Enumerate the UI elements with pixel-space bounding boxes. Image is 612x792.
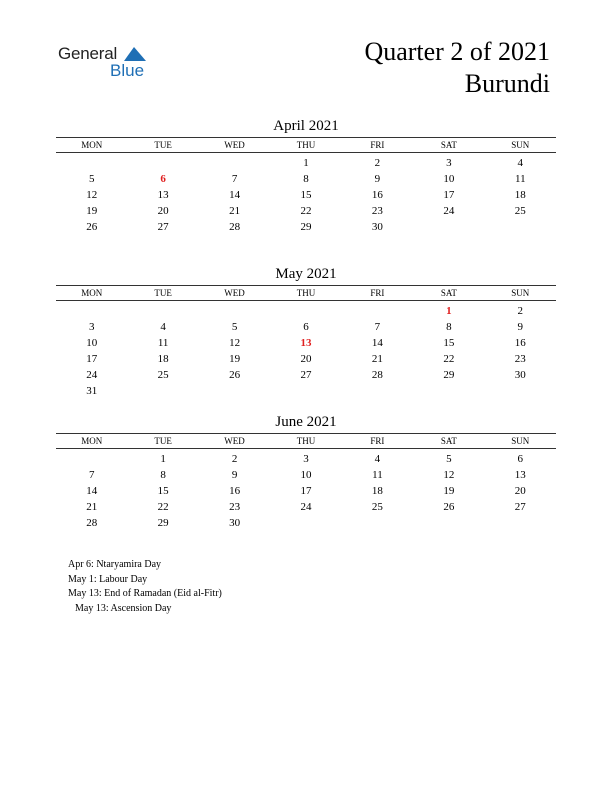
- empty-day-cell: [270, 303, 341, 319]
- day-grid: [56, 449, 556, 531]
- title-quarter: Quarter 2 of 2021: [364, 37, 550, 66]
- weekday-label: SAT: [440, 140, 457, 150]
- day-cell: 26: [229, 369, 241, 381]
- day-cell: 11: [372, 469, 383, 481]
- day-cell: 12: [229, 337, 241, 349]
- day-cell: 20: [514, 485, 526, 497]
- weekday-label: TUE: [154, 436, 172, 446]
- day-cell: 14: [86, 485, 98, 497]
- weekday-header: [56, 433, 556, 449]
- empty-day-cell: [199, 155, 270, 171]
- day-cell: 27: [514, 501, 526, 513]
- month-title: June 2021: [275, 414, 337, 430]
- day-cell: 8: [303, 173, 309, 185]
- day-cell: 6: [303, 321, 309, 333]
- holiday-note: Apr 6: Ntaryamira Day: [68, 559, 162, 570]
- day-cell: 4: [374, 453, 381, 465]
- day-cell: 1: [160, 453, 166, 465]
- weekday-label: MON: [81, 436, 103, 446]
- day-cell: 27: [157, 221, 169, 233]
- logo-text-general: General: [58, 44, 118, 63]
- page-title: [364, 36, 550, 100]
- day-cell: 11: [157, 337, 169, 349]
- weekday-label: TUE: [154, 140, 172, 150]
- day-cell: 1: [303, 157, 309, 169]
- day-cell: 10: [443, 173, 455, 185]
- day-cell: 15: [300, 189, 312, 201]
- logo: [58, 44, 158, 84]
- day-cell: 18: [514, 189, 526, 201]
- day-cell: 8: [446, 321, 452, 333]
- day-cell: 14: [229, 189, 241, 201]
- day-cell: 5: [231, 321, 238, 333]
- day-cell: 19: [229, 353, 241, 365]
- month-june: [56, 412, 556, 531]
- empty-day-cell: [56, 451, 127, 467]
- day-cell: 18: [157, 353, 169, 365]
- day-cell: 12: [86, 189, 98, 201]
- day-cell: 30: [371, 221, 383, 233]
- day-cell: 10: [300, 469, 312, 481]
- day-cell: 8: [160, 469, 166, 481]
- day-cell: 29: [157, 517, 169, 529]
- empty-day-cell: [127, 155, 198, 171]
- day-cell: 9: [231, 469, 238, 481]
- empty-day-cell: [56, 303, 127, 319]
- day-cell: 23: [514, 353, 526, 365]
- weekday-label: WED: [224, 140, 245, 150]
- weekday-label: MON: [81, 288, 103, 298]
- day-cell: 10: [86, 337, 98, 349]
- weekday-label: SUN: [511, 288, 530, 298]
- holiday-note: May 13: End of Ramadan (Eid al-Fitr): [68, 588, 222, 599]
- day-cell: 19: [443, 485, 455, 497]
- month-may: [56, 264, 556, 399]
- empty-day-cell: [342, 303, 413, 319]
- day-cell: 14: [371, 337, 383, 349]
- day-grid: [56, 301, 556, 399]
- day-cell: 29: [300, 221, 312, 233]
- day-cell: 26: [86, 221, 98, 233]
- day-cell: 16: [514, 337, 526, 349]
- day-cell: 16: [371, 189, 383, 201]
- holiday-notes: [68, 558, 222, 616]
- weekday-label: FRI: [370, 140, 385, 150]
- day-cell: 25: [514, 205, 526, 217]
- day-cell: 15: [443, 337, 455, 349]
- weekday-header: [56, 137, 556, 153]
- logo-triangle-icon: [124, 47, 146, 61]
- day-cell: 24: [300, 501, 312, 513]
- day-cell: 31: [86, 385, 98, 397]
- day-cell: 28: [229, 221, 241, 233]
- day-cell: 3: [303, 453, 309, 465]
- day-cell: 21: [229, 205, 241, 217]
- day-cell: 22: [300, 205, 312, 217]
- day-cell: 6: [517, 453, 524, 465]
- day-cell: 12: [443, 469, 455, 481]
- day-cell: 28: [371, 369, 383, 381]
- day-cell: 4: [160, 321, 166, 333]
- day-cell: 9: [374, 173, 381, 185]
- day-cell: 25: [371, 501, 383, 513]
- day-cell: 29: [443, 369, 455, 381]
- weekday-label: WED: [224, 436, 245, 446]
- weekday-label: SAT: [440, 288, 457, 298]
- weekday-label: SUN: [511, 436, 530, 446]
- day-cell: 19: [86, 205, 98, 217]
- holiday-day-cell: 6: [160, 173, 166, 185]
- holiday-day-cell: 1: [446, 305, 452, 317]
- day-cell: 22: [443, 353, 455, 365]
- day-cell: 24: [443, 205, 455, 217]
- weekday-label: THU: [296, 436, 316, 446]
- day-cell: 2: [231, 453, 238, 465]
- weekday-label: SAT: [440, 436, 457, 446]
- empty-day-cell: [199, 303, 270, 319]
- weekday-label: SUN: [511, 140, 530, 150]
- day-cell: 17: [443, 189, 455, 201]
- day-cell: 15: [157, 485, 169, 497]
- day-cell: 7: [374, 321, 381, 333]
- day-cell: 28: [86, 517, 98, 529]
- day-cell: 17: [300, 485, 312, 497]
- holiday-note: May 13: Ascension Day: [75, 602, 172, 614]
- month-title: April 2021: [273, 118, 339, 134]
- day-cell: 30: [229, 517, 241, 529]
- day-cell: 7: [231, 173, 238, 185]
- weekday-label: FRI: [370, 288, 385, 298]
- weekday-label: TUE: [154, 288, 172, 298]
- day-cell: 23: [229, 501, 241, 513]
- day-cell: 25: [157, 369, 169, 381]
- title-country: Burundi: [464, 69, 550, 98]
- day-cell: 30: [514, 369, 526, 381]
- day-cell: 3: [88, 321, 95, 333]
- day-cell: 24: [86, 369, 98, 381]
- logo-text-blue: Blue: [110, 61, 145, 80]
- month-april: [56, 116, 556, 235]
- day-cell: 27: [300, 369, 312, 381]
- day-cell: 21: [371, 353, 383, 365]
- day-cell: 21: [86, 501, 98, 513]
- weekday-header: [56, 285, 556, 301]
- day-cell: 23: [371, 205, 383, 217]
- holiday-note: May 1: Labour Day: [68, 573, 148, 585]
- day-grid: [56, 153, 556, 235]
- day-cell: 17: [86, 353, 98, 365]
- weekday-label: MON: [81, 140, 103, 150]
- empty-day-cell: [127, 303, 198, 319]
- day-cell: 22: [157, 501, 169, 513]
- month-title: May 2021: [275, 266, 337, 282]
- day-cell: 13: [514, 469, 526, 481]
- day-cell: 18: [371, 485, 383, 497]
- day-cell: 2: [517, 305, 524, 317]
- day-cell: 5: [446, 453, 452, 465]
- day-cell: 5: [88, 173, 95, 185]
- empty-day-cell: [56, 155, 127, 171]
- day-cell: 16: [229, 485, 241, 497]
- day-cell: 9: [517, 321, 524, 333]
- day-cell: 26: [443, 501, 455, 513]
- holiday-day-cell: 13: [300, 337, 312, 349]
- day-cell: 7: [88, 469, 95, 481]
- day-cell: 2: [374, 157, 381, 169]
- day-cell: 4: [517, 157, 524, 169]
- weekday-label: WED: [224, 288, 245, 298]
- day-cell: 20: [157, 205, 169, 217]
- day-cell: 3: [446, 157, 452, 169]
- weekday-label: THU: [296, 140, 316, 150]
- day-cell: 20: [300, 353, 312, 365]
- day-cell: 11: [514, 173, 526, 185]
- weekday-label: FRI: [370, 436, 385, 446]
- weekday-label: THU: [296, 288, 316, 298]
- day-cell: 13: [157, 189, 169, 201]
